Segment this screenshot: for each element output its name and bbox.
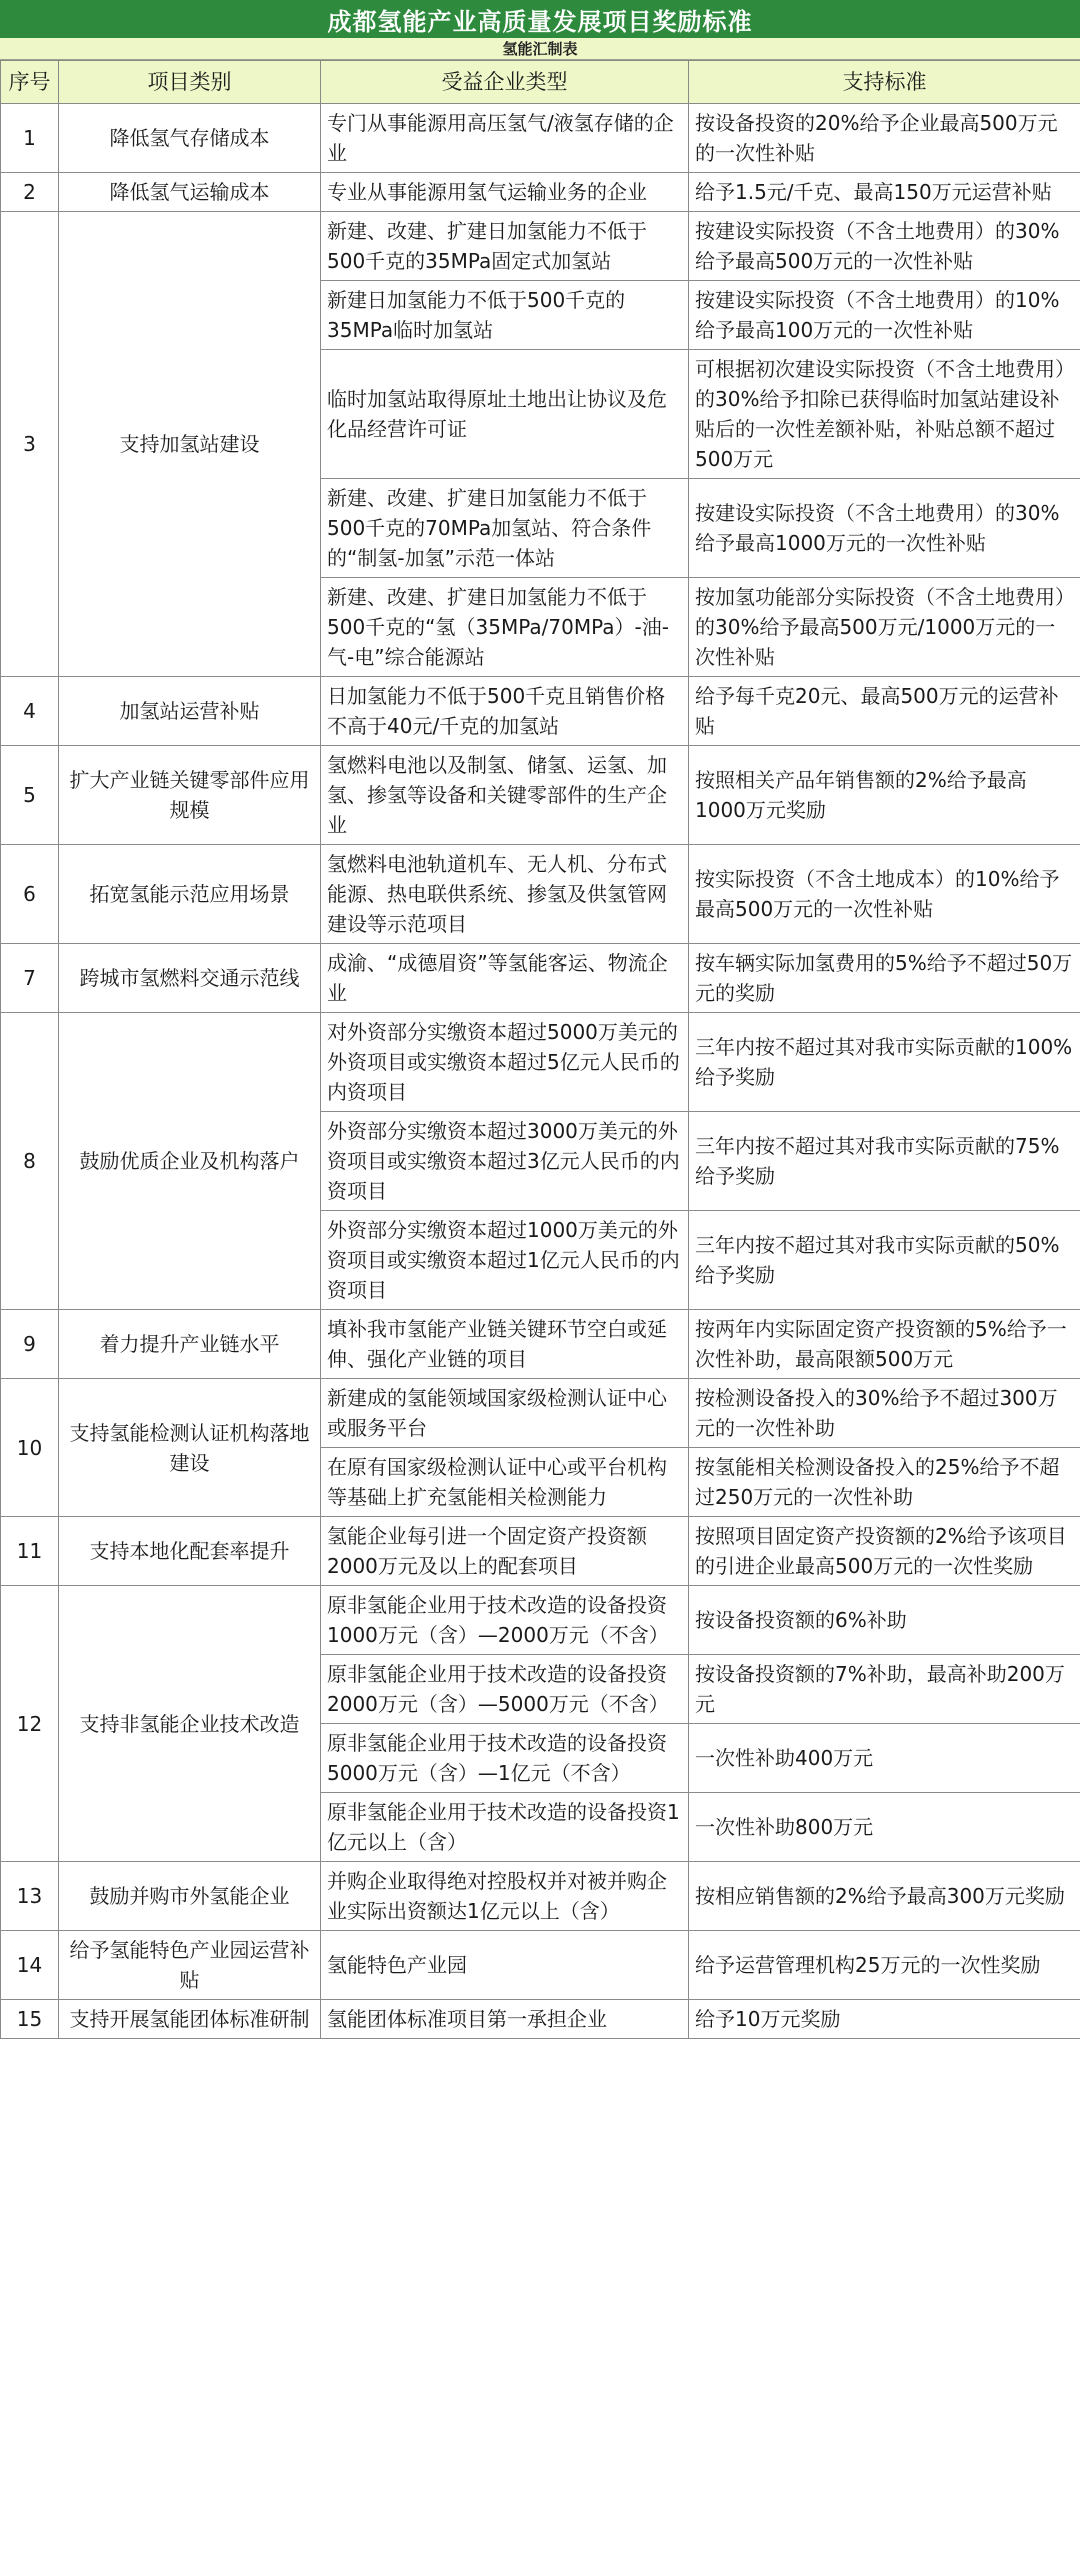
- beneficiary-type: 氢能企业每引进一个固定资产投资额2000万元及以上的配套项目: [321, 1517, 689, 1586]
- support-standard: 按建设实际投资（不含土地费用）的10%给予最高100万元的一次性补贴: [689, 281, 1080, 350]
- beneficiary-type: 日加氢能力不低于500千克且销售价格不高于40元/千克的加氢站: [321, 677, 689, 746]
- project-category: 着力提升产业链水平: [59, 1310, 321, 1379]
- beneficiary-type: 原非氢能企业用于技术改造的设备投资1亿元以上（含）: [321, 1793, 689, 1862]
- project-category: 鼓励优质企业及机构落户: [59, 1013, 321, 1310]
- row-number: 11: [1, 1517, 59, 1586]
- support-standard: 三年内按不超过其对我市实际贡献的75%给予奖励: [689, 1112, 1080, 1211]
- support-standard: 给予10万元奖励: [689, 2000, 1080, 2039]
- support-standard: 按建设实际投资（不含土地费用）的30%给予最高500万元的一次性补贴: [689, 212, 1080, 281]
- table-row: [1, 1931, 1080, 2000]
- support-standard: 按照相关产品年销售额的2%给予最高1000万元奖励: [689, 746, 1080, 845]
- header-no: 序号: [1, 61, 59, 104]
- table-header-row: [1, 61, 1080, 104]
- beneficiary-type: 专业从事能源用氢气运输业务的企业: [321, 173, 689, 212]
- table-row: [1, 173, 1080, 212]
- row-number: 2: [1, 173, 59, 212]
- row-number: 9: [1, 1310, 59, 1379]
- table-subtitle: 氢能汇制表: [0, 38, 1080, 60]
- beneficiary-type: 原非氢能企业用于技术改造的设备投资5000万元（含）—1亿元（不含）: [321, 1724, 689, 1793]
- support-standard: 一次性补助400万元: [689, 1724, 1080, 1793]
- support-standard: 一次性补助800万元: [689, 1793, 1080, 1862]
- project-category: 鼓励并购市外氢能企业: [59, 1862, 321, 1931]
- page-title: 成都氢能产业高质量发展项目奖励标准: [0, 0, 1080, 38]
- project-category: 降低氢气存储成本: [59, 104, 321, 173]
- support-standard: 按设备投资的20%给予企业最高500万元的一次性补贴: [689, 104, 1080, 173]
- beneficiary-type: 氢能特色产业园: [321, 1931, 689, 2000]
- row-number: 12: [1, 1586, 59, 1862]
- project-category: 给予氢能特色产业园运营补贴: [59, 1931, 321, 2000]
- beneficiary-type: 氢燃料电池以及制氢、储氢、运氢、加氢、掺氢等设备和关键零部件的生产企业: [321, 746, 689, 845]
- table-body: [1, 104, 1080, 2039]
- beneficiary-type: 新建、改建、扩建日加氢能力不低于500千克的70MPa加氢站、符合条件的“制氢-加氢”示范一体站: [321, 479, 689, 578]
- table-row: [1, 1310, 1080, 1379]
- beneficiary-type: 外资部分实缴资本超过3000万美元的外资项目或实缴资本超过3亿元人民币的内资项目: [321, 1112, 689, 1211]
- beneficiary-type: 新建、改建、扩建日加氢能力不低于500千克的“氢（35MPa/70MPa）-油-气-电”综合能源站: [321, 578, 689, 677]
- beneficiary-type: 新建日加氢能力不低于500千克的35MPa临时加氢站: [321, 281, 689, 350]
- project-category: 拓宽氢能示范应用场景: [59, 845, 321, 944]
- project-category: 降低氢气运输成本: [59, 173, 321, 212]
- support-standard: 按实际投资（不含土地成本）的10%给予最高500万元的一次性补贴: [689, 845, 1080, 944]
- beneficiary-type: 临时加氢站取得原址土地出让协议及危化品经营许可证: [321, 350, 689, 479]
- project-category: 跨城市氢燃料交通示范线: [59, 944, 321, 1013]
- beneficiary-type: 外资部分实缴资本超过1000万美元的外资项目或实缴资本超过1亿元人民币的内资项目: [321, 1211, 689, 1310]
- beneficiary-type: 新建、改建、扩建日加氢能力不低于500千克的35MPa固定式加氢站: [321, 212, 689, 281]
- support-standard: 三年内按不超过其对我市实际贡献的100%给予奖励: [689, 1013, 1080, 1112]
- beneficiary-type: 原非氢能企业用于技术改造的设备投资1000万元（含）—2000万元（不含）: [321, 1586, 689, 1655]
- row-number: 3: [1, 212, 59, 677]
- table-row: [1, 104, 1080, 173]
- row-number: 5: [1, 746, 59, 845]
- project-category: 支持开展氢能团体标准研制: [59, 2000, 321, 2039]
- support-standard: 按车辆实际加氢费用的5%给予不超过50万元的奖励: [689, 944, 1080, 1013]
- row-number: 7: [1, 944, 59, 1013]
- beneficiary-type: 对外资部分实缴资本超过5000万美元的外资项目或实缴资本超过5亿元人民币的内资项目: [321, 1013, 689, 1112]
- table-row: [1, 212, 1080, 281]
- beneficiary-type: 成渝、“成德眉资”等氢能客运、物流企业: [321, 944, 689, 1013]
- project-category: 支持加氢站建设: [59, 212, 321, 677]
- row-number: 6: [1, 845, 59, 944]
- table-row: [1, 1013, 1080, 1112]
- row-number: 10: [1, 1379, 59, 1517]
- row-number: 1: [1, 104, 59, 173]
- table-row: [1, 1586, 1080, 1655]
- project-category: 加氢站运营补贴: [59, 677, 321, 746]
- support-standard: 给予每千克20元、最高500万元的运营补贴: [689, 677, 1080, 746]
- table-row: [1, 677, 1080, 746]
- support-standard: 按设备投资额的7%补助，最高补助200万元: [689, 1655, 1080, 1724]
- support-standard: 按检测设备投入的30%给予不超过300万元的一次性补助: [689, 1379, 1080, 1448]
- support-standard: 按设备投资额的6%补助: [689, 1586, 1080, 1655]
- support-standard: 给予1.5元/千克、最高150万元运营补贴: [689, 173, 1080, 212]
- beneficiary-type: 原非氢能企业用于技术改造的设备投资2000万元（含）—5000万元（不含）: [321, 1655, 689, 1724]
- header-support-standard: 支持标准: [689, 61, 1080, 104]
- support-standard: 按两年内实际固定资产投资额的5%给予一次性补助，最高限额500万元: [689, 1310, 1080, 1379]
- table-row: [1, 1517, 1080, 1586]
- beneficiary-type: 氢能团体标准项目第一承担企业: [321, 2000, 689, 2039]
- table-row: [1, 1862, 1080, 1931]
- table-row: [1, 944, 1080, 1013]
- beneficiary-type: 在原有国家级检测认证中心或平台机构等基础上扩充氢能相关检测能力: [321, 1448, 689, 1517]
- support-standard: 按建设实际投资（不含土地费用）的30%给予最高1000万元的一次性补贴: [689, 479, 1080, 578]
- support-standard: 按相应销售额的2%给予最高300万元奖励: [689, 1862, 1080, 1931]
- header-beneficiary-type: 受益企业类型: [321, 61, 689, 104]
- project-category: 支持氢能检测认证机构落地建设: [59, 1379, 321, 1517]
- support-standard: 按氢能相关检测设备投入的25%给予不超过250万元的一次性补助: [689, 1448, 1080, 1517]
- support-standard: 给予运营管理机构25万元的一次性奖励: [689, 1931, 1080, 2000]
- beneficiary-type: 并购企业取得绝对控股权并对被并购企业实际出资额达1亿元以上（含）: [321, 1862, 689, 1931]
- row-number: 8: [1, 1013, 59, 1310]
- header-category: 项目类别: [59, 61, 321, 104]
- table-row: [1, 746, 1080, 845]
- support-standard: 按加氢功能部分实际投资（不含土地费用）的30%给予最高500万元/1000万元的一次性补贴: [689, 578, 1080, 677]
- row-number: 13: [1, 1862, 59, 1931]
- project-category: 支持本地化配套率提升: [59, 1517, 321, 1586]
- beneficiary-type: 填补我市氢能产业链关键环节空白或延伸、强化产业链的项目: [321, 1310, 689, 1379]
- support-standard: 按照项目固定资产投资额的2%给予该项目的引进企业最高500万元的一次性奖励: [689, 1517, 1080, 1586]
- support-standard: 三年内按不超过其对我市实际贡献的50%给予奖励: [689, 1211, 1080, 1310]
- table-row: [1, 845, 1080, 944]
- beneficiary-type: 氢燃料电池轨道机车、无人机、分布式能源、热电联供系统、掺氢及供氢管网建设等示范项目: [321, 845, 689, 944]
- row-number: 15: [1, 2000, 59, 2039]
- beneficiary-type: 专门从事能源用高压氢气/液氢存储的企业: [321, 104, 689, 173]
- table-row: [1, 1379, 1080, 1448]
- beneficiary-type: 新建成的氢能领域国家级检测认证中心或服务平台: [321, 1379, 689, 1448]
- support-standard: 可根据初次建设实际投资（不含土地费用）的30%给予扣除已获得临时加氢站建设补贴后的一次性差额补贴，补贴总额不超过500万元: [689, 350, 1080, 479]
- project-category: 扩大产业链关键零部件应用规模: [59, 746, 321, 845]
- reward-standards-table: [0, 60, 1080, 2039]
- row-number: 14: [1, 1931, 59, 2000]
- table-row: [1, 2000, 1080, 2039]
- row-number: 4: [1, 677, 59, 746]
- project-category: 支持非氢能企业技术改造: [59, 1586, 321, 1862]
